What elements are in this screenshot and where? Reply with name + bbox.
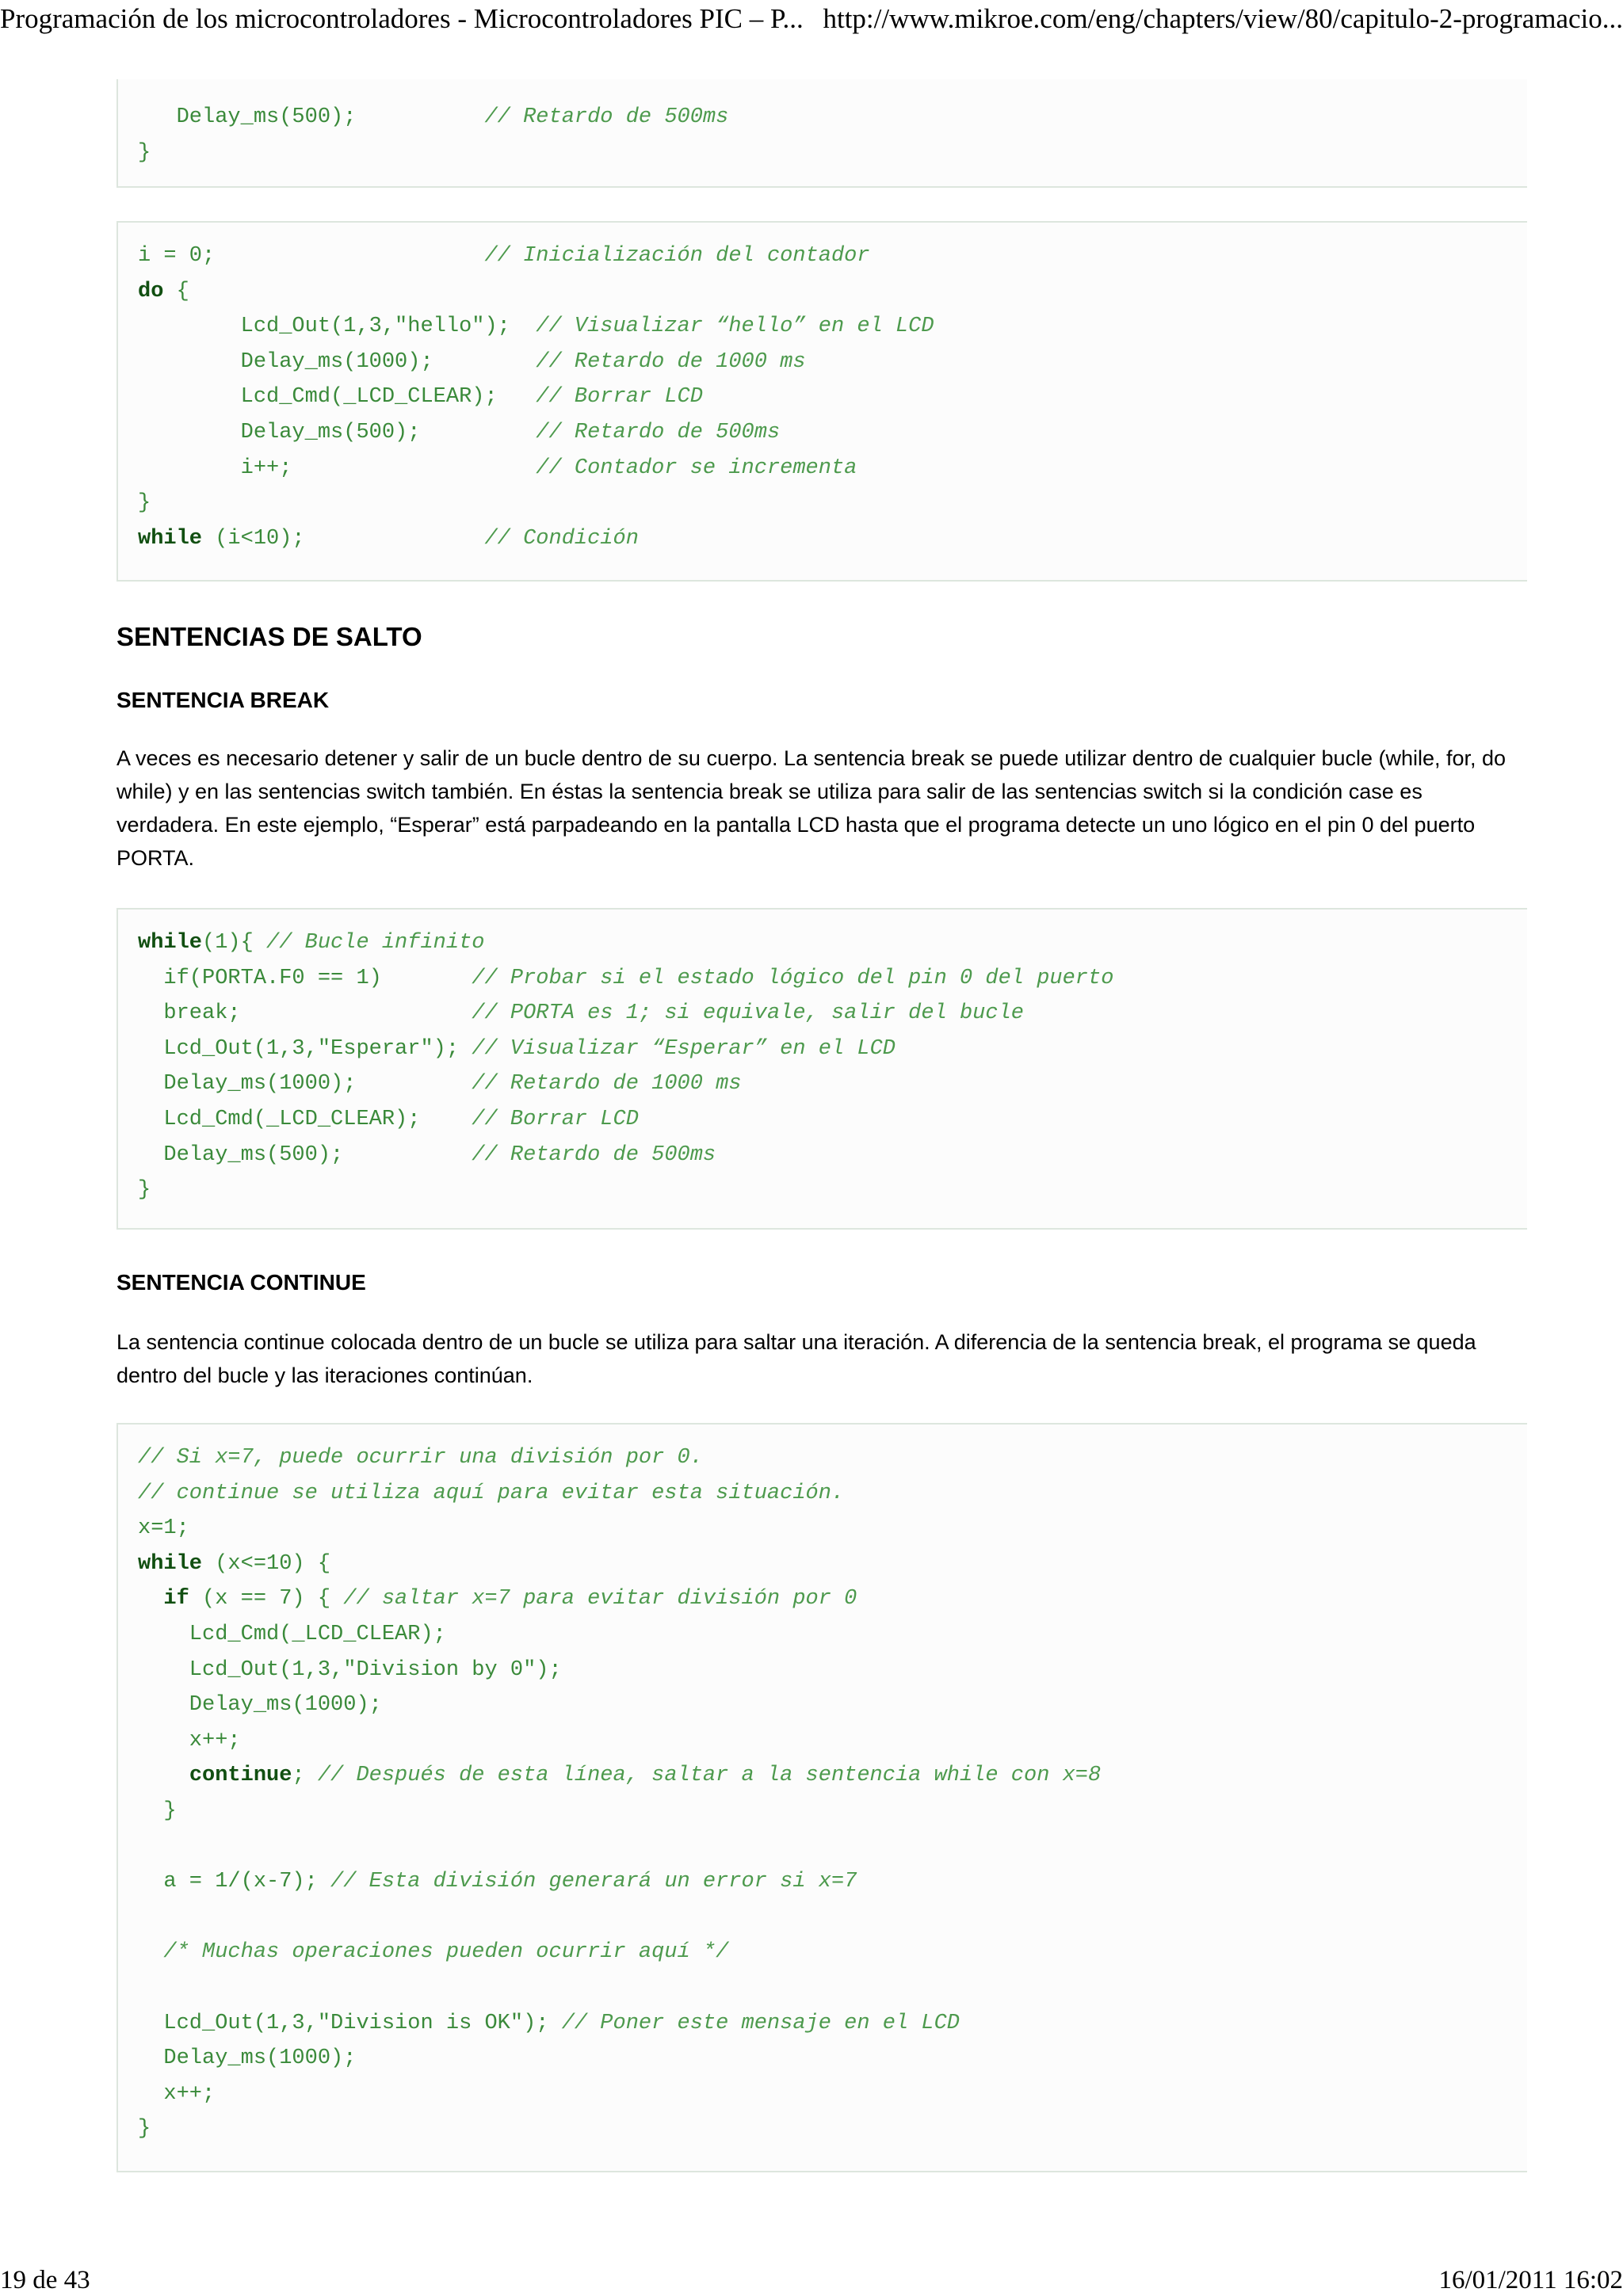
code-text: Delay_ms(500); xyxy=(138,1142,472,1167)
code-block-delay-end xyxy=(116,79,1527,188)
code-comment: // Poner este mensaje en el LCD xyxy=(561,2011,960,2035)
heading-sentencias-de-salto: SENTENCIAS DE SALTO xyxy=(116,622,422,651)
code-line xyxy=(138,451,1527,486)
code-text: { xyxy=(163,279,189,303)
code-line xyxy=(138,2006,1527,2042)
code-comment: // Esta división generará un error si x=7 xyxy=(330,1870,857,1894)
code-line xyxy=(138,1723,1527,1759)
print-header-title: Programación de los microcontroladores - Microcontroladores PIC – P... xyxy=(0,3,804,34)
code-line xyxy=(138,135,1527,171)
code-text: x++; xyxy=(138,2081,216,2106)
code-comment: // Retardo de 1000 ms xyxy=(536,349,806,374)
print-footer-datetime: 16/01/2011 16:02 xyxy=(1438,2266,1623,2294)
code-text: Lcd_Out(1,3,"hello"); xyxy=(138,315,537,339)
code-comment: // Retardo de 500ms xyxy=(484,105,729,129)
code-line xyxy=(138,415,1527,451)
code-text: } xyxy=(138,2117,151,2142)
code-text: ; xyxy=(292,1764,318,1788)
code-comment: // Condición xyxy=(484,526,639,551)
code-line xyxy=(138,2077,1527,2112)
code-comment: // Retardo de 500ms xyxy=(472,1142,716,1167)
code-block-do-while xyxy=(116,221,1527,582)
code-text: Delay_ms(1000); xyxy=(138,1072,472,1097)
code-keyword: continue xyxy=(189,1764,292,1788)
code-text: Lcd_Cmd(_LCD_CLEAR); xyxy=(138,1622,446,1646)
code-line xyxy=(138,996,1527,1032)
code-comment: // Borrar LCD xyxy=(472,1107,639,1131)
code-line xyxy=(138,1864,1527,1900)
code-line xyxy=(138,2111,1527,2147)
code-line xyxy=(138,1970,1527,2006)
code-line xyxy=(138,238,1527,274)
code-line xyxy=(138,379,1527,415)
code-line xyxy=(138,1476,1527,1512)
code-comment: // Si x=7, puede ocurrir una división por 0. xyxy=(138,1446,703,1470)
code-line xyxy=(138,1032,1527,1067)
code-text: Lcd_Out(1,3,"Esperar"); xyxy=(138,1036,472,1061)
code-text: Delay_ms(1000); xyxy=(138,349,537,374)
code-line xyxy=(138,1511,1527,1547)
heading-sentencia-continue: SENTENCIA CONTINUE xyxy=(116,1270,366,1295)
code-line xyxy=(138,345,1527,380)
print-footer-page: 19 de 43 xyxy=(0,2266,90,2294)
code-keyword: if xyxy=(163,1587,189,1611)
code-text: x++; xyxy=(138,1728,241,1753)
code-line xyxy=(138,521,1527,557)
code-line xyxy=(138,1440,1527,1476)
code-line xyxy=(138,1066,1527,1102)
code-text: } xyxy=(138,1178,151,1203)
code-line xyxy=(138,1829,1527,1865)
code-comment: // Visualizar “hello” en el LCD xyxy=(536,315,934,339)
print-header-url: http://www.mikroe.com/eng/chapters/view/80/capitulo-2-programacio... xyxy=(823,3,1623,34)
code-line xyxy=(138,925,1527,961)
code-text: (x == 7) { xyxy=(189,1587,344,1611)
code-text: Lcd_Cmd(_LCD_CLEAR); xyxy=(138,385,537,410)
code-text: Delay_ms(1000); xyxy=(138,1693,382,1718)
code-text: Delay_ms(500); xyxy=(138,105,485,129)
code-comment: // Contador se incrementa xyxy=(536,456,857,480)
code-keyword: while xyxy=(138,931,203,955)
code-text: Delay_ms(500); xyxy=(138,420,537,444)
code-line xyxy=(138,1758,1527,1794)
code-comment: // Después de esta línea, saltar a la sentencia while con x=8 xyxy=(317,1764,1102,1788)
code-text: (1){ xyxy=(202,931,267,955)
code-comment: // Bucle infinito xyxy=(266,931,485,955)
code-line xyxy=(138,1617,1527,1653)
code-comment: // Retardo de 1000 ms xyxy=(472,1072,742,1097)
code-text: Delay_ms(1000); xyxy=(138,2046,357,2071)
code-block-break xyxy=(116,908,1527,1230)
code-text: } xyxy=(138,140,151,165)
code-text: } xyxy=(138,1798,177,1823)
code-line xyxy=(138,1581,1527,1617)
code-line xyxy=(138,1102,1527,1138)
code-line xyxy=(138,100,1527,135)
code-keyword: while xyxy=(138,1551,203,1576)
code-keyword: do xyxy=(138,279,164,303)
code-line xyxy=(138,1653,1527,1688)
code-comment: // Probar si el estado lógico del pin 0 del puerto xyxy=(472,966,1114,990)
code-text: break; xyxy=(138,1001,472,1026)
code-comment: // continue se utiliza aquí para evitar esta situación. xyxy=(138,1481,845,1505)
code-text: if(PORTA.F0 == 1) xyxy=(138,966,472,990)
code-line xyxy=(138,2041,1527,2077)
code-text: (x<=10) { xyxy=(202,1551,331,1576)
code-line xyxy=(138,1935,1527,1970)
code-line xyxy=(138,1794,1527,1829)
code-line xyxy=(138,1173,1527,1208)
code-line xyxy=(138,961,1527,997)
code-line xyxy=(138,1547,1527,1582)
code-text: i = 0; xyxy=(138,244,485,268)
paragraph-continue: La sentencia continue colocada dentro de un bucle se utiliza para saltar una iteración. A diferencia de la sentencia break, el programa se queda dentro del bucle y las iteraciones continúan. xyxy=(116,1330,1476,1387)
code-text xyxy=(138,1764,189,1787)
code-block-continue xyxy=(116,1423,1527,2172)
code-comment: /* Muchas operaciones pueden ocurrir aquí */ xyxy=(163,1940,729,1965)
code-line xyxy=(138,1688,1527,1723)
code-keyword: while xyxy=(138,526,203,551)
code-comment: // saltar x=7 para evitar división por 0 xyxy=(343,1587,857,1611)
code-text: a = 1/(x-7); xyxy=(138,1870,331,1894)
code-comment: // PORTA es 1; si equivale, salir del bucle xyxy=(472,1001,1024,1026)
code-text: (i<10); xyxy=(202,526,485,551)
code-text: x=1; xyxy=(138,1516,189,1541)
code-comment: // Borrar LCD xyxy=(536,385,703,410)
code-line xyxy=(138,1138,1527,1173)
code-line xyxy=(138,274,1527,310)
paragraph-break: A veces es necesario detener y salir de un bucle dentro de su cuerpo. La sentencia break se puede utilizar dentro de cualquier bucle (while, for, do while) y en las sentencias switch también. En éstas la sentencia break se utiliza para salir de las sentencias switch si la condición case es verdadera. En este ejemplo, “Esperar” está parpadeando en la pantalla LCD hasta que el programa detecte un uno lógico en el pin 0 del puerto PORTA. xyxy=(116,746,1507,870)
code-line xyxy=(138,486,1527,521)
heading-sentencia-break: SENTENCIA BREAK xyxy=(116,688,330,712)
code-line xyxy=(138,1900,1527,1936)
code-text: } xyxy=(138,491,151,516)
code-text: i++; xyxy=(138,456,537,480)
code-comment: // Visualizar “Esperar” en el LCD xyxy=(472,1036,896,1061)
code-text: Lcd_Cmd(_LCD_CLEAR); xyxy=(138,1107,472,1131)
code-text xyxy=(138,1940,163,1964)
code-comment: // Inicialización del contador xyxy=(484,244,870,268)
code-line xyxy=(138,309,1527,345)
code-text xyxy=(138,1587,163,1611)
code-text: Lcd_Out(1,3,"Division is OK"); xyxy=(138,2011,562,2035)
code-comment: // Retardo de 500ms xyxy=(536,420,781,444)
code-text: Lcd_Out(1,3,"Division by 0"); xyxy=(138,1657,562,1682)
